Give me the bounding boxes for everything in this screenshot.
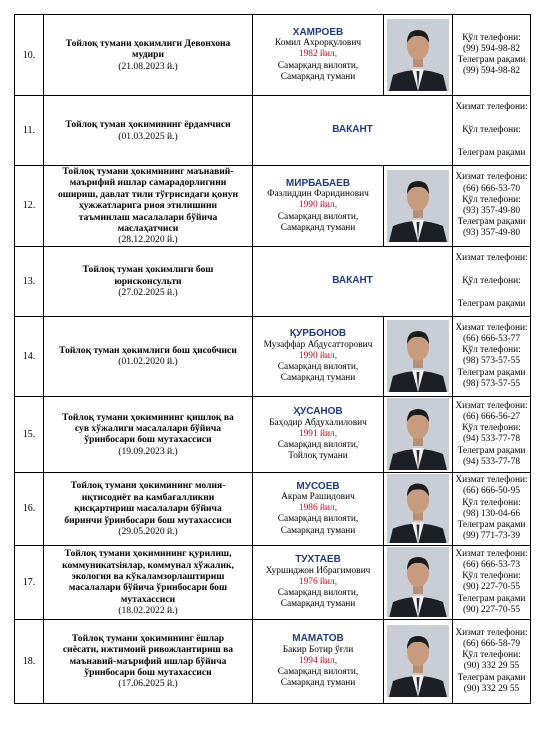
position-title-line: Тойлоқ тумани ҳокимининг қишлоқ ва [62,411,234,423]
birth-place-line: Самарқанд тумани [280,599,356,610]
table-row [15,166,531,247]
row-number: 17. [15,545,44,619]
position-cell [44,166,253,247]
employee-given-name: Хуршиджон Ибрагимович [265,565,371,576]
position-title-line: юрисконсульти [114,275,182,287]
contact-line: Телеграм рақами [457,298,526,309]
employee-cell [253,396,384,472]
position-cell [44,96,253,166]
employee-surname: ХАМРОЕВ [292,26,344,38]
position-cell [44,396,253,472]
position-title-line: Тойлоқ тумани ҳокимининг молия- [70,480,226,492]
row-number: 10. [15,15,44,96]
appointment-date: (18.02.2022 й.) [118,605,178,617]
table-row [15,15,531,96]
birth-year: 1994 йил, [298,655,338,666]
position-cell [44,316,253,396]
table-row [15,246,531,316]
employee-cell [253,96,453,166]
employee-given-name: Акрам Рашидович [281,492,355,503]
row-number: 14. [15,316,44,396]
birth-year: 1982 йил, [298,49,338,60]
portrait-photo [387,19,449,91]
contact-line: Хизмат телефони: [455,101,528,112]
contact-line: (66) 666-53-70 [462,183,521,194]
row-number: 16. [15,472,44,545]
appointment-date: (19.09.2023 й.) [118,445,178,457]
photo-cell [384,619,453,703]
position-title-line: экология ва кўкаламзорлаштириш [71,570,225,582]
contact-line: (66) 666-56-27 [462,411,521,422]
position-title-line: ўринбосари бош мутахассиси [84,434,212,446]
position-title-line: масалалари бўйича ўринбосари бош [68,582,228,594]
position-title-line: Тойлоқ туман ҳокимлиги бош ҳисобчиси [59,344,237,356]
staff-table [14,14,531,704]
employee-surname: ТУХТАЕВ [295,554,341,566]
employee-cell [253,166,384,247]
contact-cell [453,619,531,703]
contact-line: (90) 332 29 55 [463,683,520,694]
row-number: 15. [15,396,44,472]
contact-cell [453,166,531,247]
contact-cell [453,472,531,545]
birth-place-line: Самарқанд тумани [280,678,356,689]
contact-line: Телеграм рақами [457,520,526,531]
photo-cell [384,166,453,247]
birth-place-line: Самарқанд вилояти, [277,514,359,525]
contact-line: (98) 573-57-55 [462,356,521,367]
position-title-line: сиёсати, ижтимоий ривожлантириш ва [62,644,234,656]
portrait-photo [387,474,449,543]
position-title-line: Тойлоқ тумани ҳокимининг маънавий- [62,166,234,177]
birth-place-line: Самарқанд вилояти, [277,361,359,372]
contact-line: Хизмат телефони: [455,252,528,263]
position-title-line: маънавий-маърифий ишлар бўйича [69,655,227,667]
birth-place-line: Самарқанд вилояти, [277,587,359,598]
portrait-photo [387,547,449,617]
contact-line: Қўл телефони: [462,194,521,205]
contact-line: (90) 332 29 55 [463,661,520,672]
position-cell [44,619,253,703]
position-title-line: ўринбосари бош мутахассиси [84,667,212,679]
employee-cell [253,316,384,396]
employee-given-name: Фазлиддин Фаридинович [267,189,369,200]
employee-cell [253,619,384,703]
contact-line [453,113,530,125]
contact-line: Қўл телефони: [462,650,521,661]
appointment-date: (28.12.2020 й.) [118,234,178,246]
birth-year: 1990 йил, [298,350,338,361]
appointment-date: (17.06.2025 й.) [118,678,178,690]
photo-cell [384,15,453,96]
contact-line: (94) 533-77-78 [462,456,521,467]
contact-line: Қўл телефони: [462,497,521,508]
birth-place-line: Тойлоқ тумани [288,451,348,462]
appointment-date: (27.02.2025 й.) [118,287,178,299]
employee-cell [253,15,384,96]
contact-line: (66) 666-58-79 [462,638,521,649]
contact-line: Телеграм рақами [457,217,526,228]
contact-line: (93) 357-49-80 [462,228,521,239]
position-title-line: ҳужжатларига риоя этилишини [78,200,218,212]
contact-line: (99) 594-98-82 [462,66,521,77]
portrait-photo [387,170,449,242]
position-title-line: ошириш, давлат тили тўғрисидаги қонун [57,188,239,200]
employee-surname: ҲУСАНОВ [293,406,343,418]
position-cell [44,246,253,316]
position-title-line: маърифий ишлар самарадорлигини [69,177,227,189]
contact-line: (98) 573-57-55 [462,378,521,389]
employee-given-name: Музаффар Абдусатторович [263,339,373,350]
table-row [15,545,531,619]
appointment-date: (01.02.2020 й.) [118,356,178,368]
photo-cell [384,472,453,545]
table-row [15,316,531,396]
table-row [15,619,531,703]
row-number: 12. [15,166,44,247]
employee-cell [253,472,384,545]
employee-surname: МАМАТОВ [292,633,344,645]
contact-line: (93) 357-49-80 [462,205,521,216]
contact-line: Хизмат телефони: [455,172,528,183]
position-title-line: таъминлаш масалалари бўйича [78,211,218,223]
contact-cell [453,246,531,316]
position-title-line: иқтисодиёт ва камбағалликни [81,491,215,503]
staff-table-body [15,15,531,704]
position-title-line: Тойлоқ тумани ҳокимининг қурилиш, [64,548,232,560]
appointment-date: (29.05.2020 й.) [118,525,178,537]
contact-line: Телеграм рақами [457,55,526,65]
position-title-line: Тойлоқ тумани ҳокимининг ёшлар [71,632,225,644]
employee-cell [253,545,384,619]
birth-year: 1990 йил, [298,200,338,211]
position-title-line: коммуникатsiялар, коммунал хўжалик, [62,559,234,571]
contact-line: Хизмат телефони: [455,475,528,486]
contact-line: Хизмат телефони: [455,322,528,333]
contact-line: Телеграм рақами [457,672,526,683]
position-title-line: сув хўжалиги масалалари бўйича [74,422,222,434]
employee-cell [253,246,453,316]
contact-line: Қўл телефони: [462,275,521,286]
photo-cell [384,396,453,472]
contact-line: Хизмат телефони: [455,627,528,638]
birth-place-line: Самарқанд тумани [280,71,356,82]
contact-line: Хизмат телефони: [455,400,528,411]
position-cell [44,472,253,545]
position-title-line: қисқартириш масалалари бўйича [74,503,222,515]
portrait-photo [387,625,449,697]
birth-year: 1991 йил, [298,428,338,439]
contact-line: (99) 594-98-82 [462,43,521,54]
contact-line: Хизмат телефони: [455,548,528,559]
contact-line: Телеграм рақами [457,445,526,456]
birth-place-line: Самарқанд тумани [280,222,356,233]
contact-line [453,264,530,276]
contact-line [453,287,530,299]
position-title-line: Тойлоқ тумани ҳокимлиги Девонхона [65,37,231,49]
birth-year: 1986 йил, [298,503,338,514]
position-title-line: Тойлоқ туман ҳокимининг ёрдамчиси [65,119,231,131]
position-cell [44,545,253,619]
photo-cell [384,316,453,396]
row-number: 11. [15,96,44,166]
position-title-line: мудири [132,49,164,61]
contact-line: Қўл телефони: [462,571,521,582]
contact-line: Телеграм рақами [457,367,526,378]
contact-line: Қўл телефони: [462,423,521,434]
contact-line: Қўл телефони: [462,32,521,43]
appointment-date: (01.03.2025 й.) [118,130,178,142]
contact-line [453,136,530,148]
birth-place-line: Самарқанд вилояти, [277,666,359,677]
employee-given-name: Бакир Ботир ўғли [282,644,354,655]
contact-cell [453,396,531,472]
contact-line: (94) 533-77-78 [462,434,521,445]
contact-line: (98) 130-04-66 [462,508,521,519]
contact-cell [453,96,531,166]
employee-given-name: Комил Ахрорқулович [274,38,362,49]
position-title-line: биринчи ўринбосари бош мутахассиси [64,514,232,526]
position-title-line: мутахассиси [120,593,176,605]
contact-line: (66) 666-50-95 [462,486,521,497]
photo-cell [384,545,453,619]
birth-place-line: Самарқанд вилояти, [277,439,359,450]
contact-cell [453,316,531,396]
contact-cell [453,545,531,619]
position-title-line: маслаҳатчиси [117,223,179,235]
vacant-label: ВАКАНТ [332,275,373,287]
row-number: 18. [15,619,44,703]
contact-cell [453,15,531,96]
position-title-line: Тойлоқ туман ҳокимлиги бош [82,264,214,276]
birth-year: 1976 йил, [298,576,338,587]
row-number: 13. [15,246,44,316]
appointment-date: (21.08.2023 й.) [118,60,178,72]
portrait-photo [387,398,449,470]
contact-line: (90) 227-70-55 [462,604,521,615]
employee-surname: МИРБАБАЕВ [285,177,351,189]
contact-line: (99) 771-73-39 [462,531,521,542]
contact-line: Телеграм рақами [457,593,526,604]
birth-place-line: Самарқанд тумани [280,525,356,536]
vacant-label: ВАКАНТ [332,124,373,136]
contact-line: Қўл телефони: [462,345,521,356]
birth-place-line: Самарқанд вилояти, [277,211,359,222]
birth-place-line: Самарқанд тумани [280,373,356,384]
position-cell [44,15,253,96]
contact-line: (66) 666-53-73 [462,559,521,570]
birth-place-line: Самарқанд вилояти, [277,60,359,71]
contact-line: (90) 227-70-55 [462,582,521,593]
portrait-photo [387,320,449,392]
contact-line: (66) 666-53-77 [462,333,521,344]
table-row [15,96,531,166]
table-row [15,472,531,545]
employee-surname: ҚУРБОНОВ [289,328,347,340]
contact-line: Телеграм рақами [457,148,526,159]
contact-line: Қўл телефони: [462,124,521,135]
employee-surname: МУСОЕВ [296,480,340,492]
table-row [15,396,531,472]
employee-given-name: Баҳодир Абдухалилович [269,417,367,428]
